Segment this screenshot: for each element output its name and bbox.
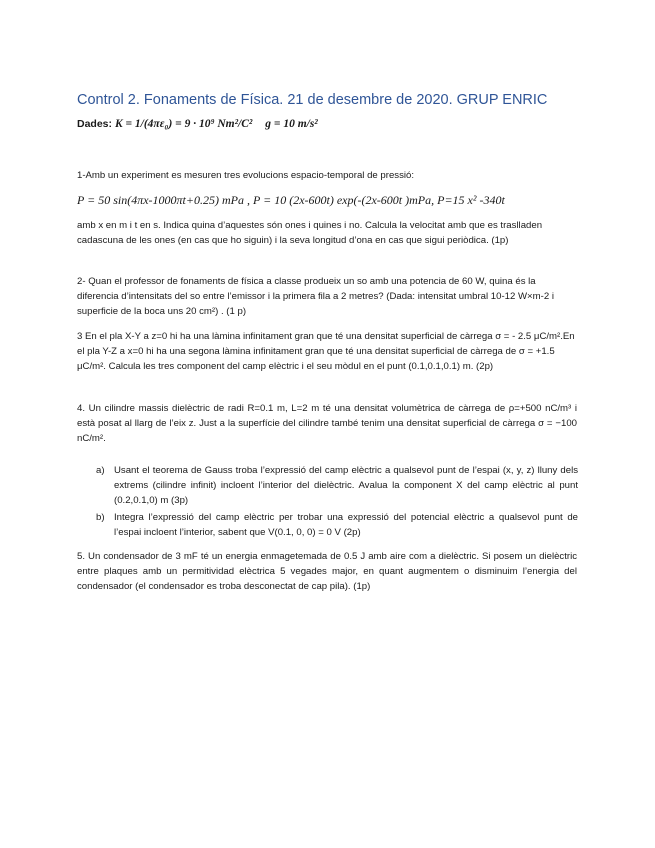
constant-g: g = 10 m/s² (265, 118, 318, 130)
question-1-text: amb x en m i t en s. Indica quina d’aquestes són ones i quines i no. Calcula la velocitat amb que es traslladen cadascuna de les ones (en cas que ho siguin) i la seva longitud d’ona en cas que sigui periòdica. (1p) (77, 220, 543, 247)
page-title: Control 2. Fonaments de Física. 21 de desembre de 2020. GRUP ENRIC (77, 92, 548, 108)
question-1-equations: P = 50 sin(4πx-1000πt+0.25) mPa , P = 10 (2x-600t) exp(-(2x-600t )mPa, P=15 x² -340t (77, 193, 505, 207)
question-4-part-a (96, 463, 578, 509)
constants-line (77, 118, 318, 130)
part-b-text: Integra l’expressió del camp elèctric per trobar una expressió del potencial elèctric a qualsevol punt de l’espai incloent l’interior, sabent que V(0.1, 0, 0) = 0 V (2p) (114, 512, 578, 539)
question-4-text: 4. Un cilindre massis dielèctric de radi R=0.1 m, L=2 m té una densitat volumètrica de càrrega de ρ=+500 nC/m³ i està posat al llarg de l’eix z. Just a la superfície del cilindre també tenim una densitat superficial de càrrega σ = −100 nC/m². (77, 403, 577, 445)
part-a-label: a) (96, 465, 105, 476)
question-1-intro: 1-Amb un experiment es mesuren tres evolucions espacio-temporal de pressió: (77, 170, 415, 181)
constants-label: Dades: (77, 118, 113, 130)
question-3-text: 3 En el pla X-Y a z=0 hi ha una làmina infinitament gran que té una densitat superficial de càrrega σ = - 2.5 μC/m².En el pla Y-Z a x=0 hi ha una segona làmina infinitament gran que té una densitat superficial de càrrega de σ = +1.5 μC/m². Calcula les tres component del camp elèctric i el seu mòdul en el punt (0.1,0.1,0.1) m. (2p) (77, 331, 575, 373)
question-4-part-b (96, 510, 578, 540)
part-a-text: Usant el teorema de Gauss troba l’expressió del camp elèctric a qualsevol punt de l’espai (x, y, z) lluny dels extrems (cilindre infinit) incloent l’interior del dielèctric. Avalua la component X del camp elèctric al punt (0.2,0.1,0) m (3p) (114, 465, 578, 507)
question-5-text: 5. Un condensador de 3 mF té un energia enmagetemada de 0.5 J amb aire com a dielèctric. Si posem un dielèctric entre plaques amb un permitividad elèctrica 5 vegades major, en quant augmentem o disminuim l’energia del condensador (el condensador es troba desconectat de cap pila). (1p) (77, 551, 577, 593)
constant-k: K = 1/(4πε₀) = 9 · 10⁹ Nm²/C² (114, 118, 253, 130)
question-2-text: 2- Quan el professor de fonaments de física a classe produeix un so amb una potencia de 60 W, quina és la diferencia d’intensitats del so entre l’emissor i la primera fila a 2 metres? (Dada: intensitat umbral 10-12 W×m-2 i superficie de la boca uns 20 cm²) . (1 p) (77, 276, 554, 318)
part-b-label: b) (96, 512, 105, 523)
